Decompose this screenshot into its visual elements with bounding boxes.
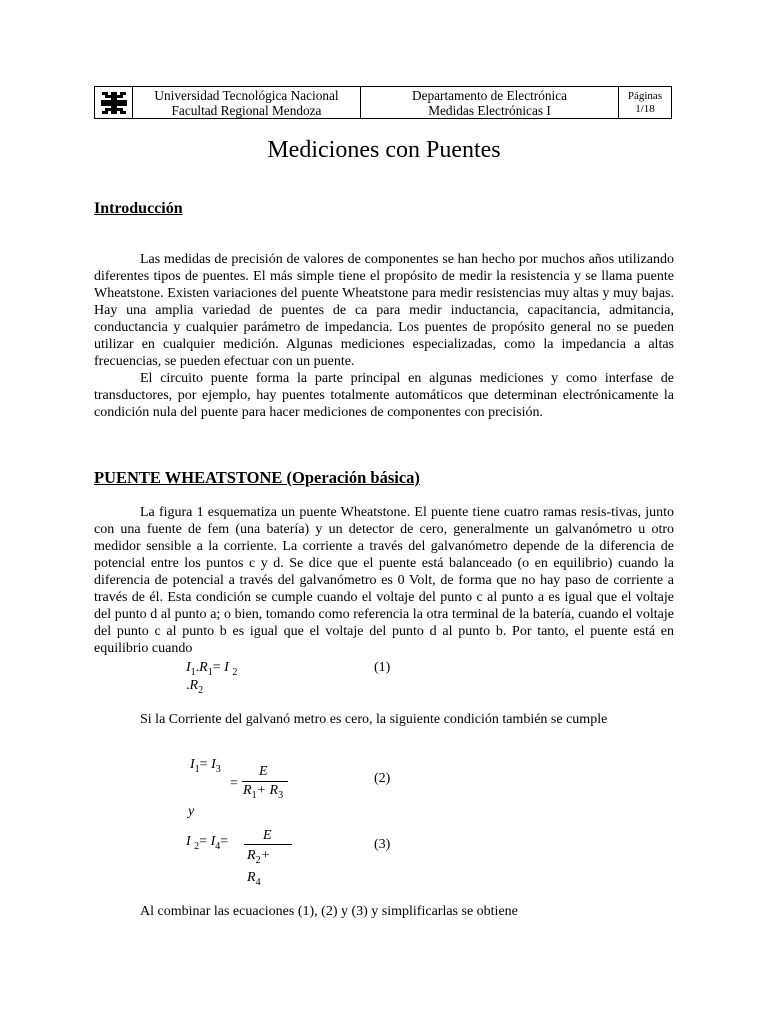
intro-text [94,251,674,421]
utn-logo [95,87,133,118]
header-department: Departamento de Electrónica [411,87,568,103]
equation-2-number: (2) [374,771,391,786]
equation-1-cont: $.R_2$ [186,678,204,696]
utn-logo-icon [100,91,128,115]
equation-2-denominator: $R_1+ R_3$ [243,783,284,801]
header-table [94,86,672,119]
equation-3-denominator-2: $R_4$ [247,870,261,888]
wheatstone-paragraph-1: La figura 1 esquematiza un puente Wheatstone. El puente tiene cuatro ramas resis-tivas, junto con una fuente de fem (una batería) y un detector de cero, generalmente un galvanómetro u otro medidor sensible a la corriente. La corriente a través del galvanómetro depende de la diferencia de potencial entre los puntos c y d. Se dice que el puente está balanceado (o en equilibrio) cuando la diferencia de potencial a través del galvanómetro es 0 Volt, de forma que no hay paso de corriente a través de él. Esta condición se cumple cuando el voltaje del punto c al punto a es igual que el voltaje del punto d al punto a; o bien, tomando como referencia la otra terminal de la batería, cuando el voltaje del punto c al punto b es igual que el voltaje del punto d al punto b. Por tanto, el puente está en equilibrio cuando [94,505,674,656]
equation-2-numerator: E [259,764,268,779]
equation-1: $I_1.R_1= I$ $_2$ [186,660,238,678]
header-university: Universidad Tecnológica Nacional [154,87,339,103]
header-pages-label: Páginas [627,89,663,102]
equation-2-equals: = [230,776,238,791]
equation-3-fraction-line [244,844,292,845]
wheatstone-paragraph-2: Si la Corriente del galvanó metro es cero, la siguiente condición también se cumple [140,712,608,727]
section-heading-intro: Introducción [94,200,183,217]
intro-paragraph-1: Las medidas de precisión de valores de componentes se han hecho por muchos años utilizando diferentes tipos de puentes. El más simple tiene el propósito de medir la resistencia y se llama puente Wheatstone. Existen variaciones del puente Wheatstone para medir resistencias muy altas y muy bajas. Hay una amplia variedad de puentes de ca para medir inductancia, capacitancia, admitancia, conductancia y cualquier parámetro de impedancia. Los puentes de propósito general no se pueden utilizar en cualquier medición. Algunas mediciones especializadas, como la impedancia a altas frecuencias, se pueden efectuar con un puente. [94,252,674,369]
equation-2-fraction-line [242,781,288,782]
equation-3-numerator: E [263,828,272,843]
intro-paragraph-2: El circuito puente forma la parte principal en algunas mediciones y como interfase de transductores, por ejemplo, hay puentes totalmente automáticos que determinan electrónicamente la condición nula del puente para hacer mediciones de componentes con precisión. [94,371,674,420]
header-faculty: Facultad Regional Mendoza [171,102,322,118]
equation-1-number: (1) [374,660,391,675]
header-pages-value: 1/18 [635,102,655,115]
combine-text: Al combinar las ecuaciones (1), (2) y (3) y simplificarlas se obtiene [140,904,518,919]
galvanometer-text [94,711,674,728]
page-title: Mediciones con Puentes [267,137,501,163]
equation-3-number: (3) [374,837,391,852]
equation-3-lhs: I $_2= I_4=$ [186,834,229,852]
wheatstone-text [94,504,674,657]
equation-3-denominator-1: $R_2+$ [247,848,271,866]
header-pages-cell [619,87,671,118]
header-department-cell [361,87,619,118]
conjunction-y: y [188,804,195,819]
header-university-cell [133,87,361,118]
equation-2-lhs: $I_1= I_3$ [190,757,221,775]
section-heading-wheatstone: PUENTE WHEATSTONE (Operación básica) [94,468,420,487]
header-course: Medidas Electrónicas I [428,102,551,118]
